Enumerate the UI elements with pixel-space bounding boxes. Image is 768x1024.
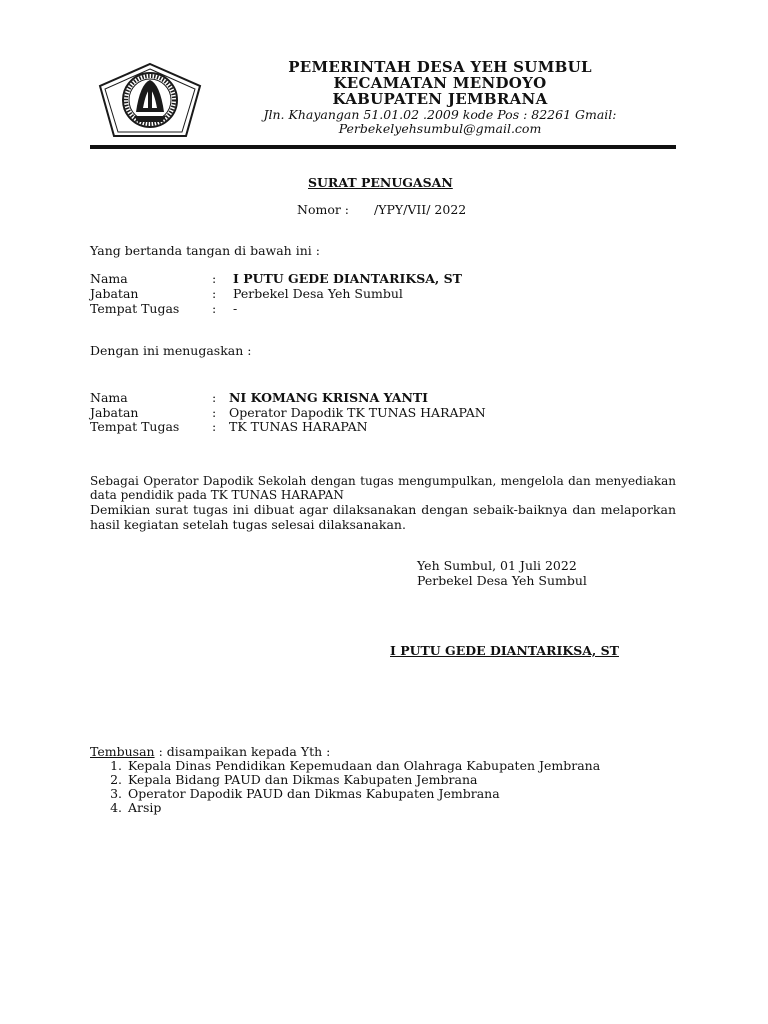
header-gov-line: PEMERINTAH DESA YEH SUMBUL bbox=[288, 58, 592, 76]
colon: : bbox=[212, 390, 217, 405]
signer-place-label: Tempat Tugas bbox=[90, 301, 180, 316]
header-address: Jln. Khayangan 51.01.02 .2009 kode Pos : 82261 Gmail: bbox=[263, 107, 617, 122]
cc-label: Tembusan bbox=[90, 744, 155, 759]
assignee-name-value: NI KOMANG KRISNA YANTI bbox=[229, 390, 429, 405]
cc-suffix: : disampaikan kepada Yth : bbox=[154, 744, 331, 759]
body-paragraph: Sebagai Operator Dapodik Sekolah dengan tugas mengumpulkan, mengelola dan menyediakan data pendidik pada TK TUNAS HARAPAN bbox=[90, 474, 676, 502]
signer-title: Perbekel Desa Yeh Sumbul bbox=[417, 573, 587, 588]
list-item: 2. Kepala Bidang PAUD dan Dikmas Kabupaten Jembrana bbox=[126, 773, 600, 787]
assignee-place-value: TK TUNAS HARAPAN bbox=[229, 419, 368, 434]
signer-position-label: Jabatan bbox=[90, 286, 139, 301]
cc-list bbox=[106, 759, 600, 815]
colon: : bbox=[212, 405, 217, 420]
assignee-position-value: Operator Dapodik TK TUNAS HARAPAN bbox=[229, 405, 486, 420]
place-date: Yeh Sumbul, 01 Juli 2022 bbox=[417, 558, 577, 573]
list-item: 4. Arsip bbox=[126, 801, 600, 815]
assignee-place-label: Tempat Tugas bbox=[90, 419, 180, 434]
letter-title: SURAT PENUGASAN bbox=[308, 175, 453, 190]
list-item: 3. Operator Dapodik PAUD dan Dikmas Kabupaten Jembrana bbox=[126, 787, 600, 801]
letterhead-divider bbox=[90, 145, 676, 149]
colon: : bbox=[212, 301, 217, 316]
number-value: /YPY/VII/ 2022 bbox=[374, 202, 467, 217]
list-item: 1. Kepala Dinas Pendidikan Kepemudaan dan Olahraga Kabupaten Jembrana bbox=[126, 759, 600, 773]
header-district-line: KECAMATAN MENDOYO bbox=[333, 74, 547, 92]
colon: : bbox=[212, 271, 217, 286]
village-emblem-icon bbox=[96, 62, 204, 140]
header-regency-line: KABUPATEN JEMBRANA bbox=[332, 90, 548, 108]
closing-paragraph: Demikian surat tugas ini dibuat agar dilaksanakan dengan sebaik-baiknya dan melaporkan hasil kegiatan setelah tugas selesai dilaksanakan. bbox=[90, 502, 676, 532]
header-email: Perbekelyehsumbul@gmail.com bbox=[338, 121, 542, 136]
assignee-name-label: Nama bbox=[90, 390, 128, 405]
signer-position-value: Perbekel Desa Yeh Sumbul bbox=[233, 286, 403, 301]
number-label: Nomor : bbox=[297, 202, 350, 217]
intro-text: Yang bertanda tangan di bawah ini : bbox=[90, 243, 320, 258]
assign-intro: Dengan ini menugaskan : bbox=[90, 343, 252, 358]
assignee-position-label: Jabatan bbox=[90, 405, 139, 420]
signer-name-label: Nama bbox=[90, 271, 128, 286]
signer-name-value: I PUTU GEDE DIANTARIKSA, ST bbox=[233, 271, 462, 286]
colon: : bbox=[212, 286, 217, 301]
signature-name: I PUTU GEDE DIANTARIKSA, ST bbox=[390, 643, 619, 658]
cc-heading bbox=[90, 744, 330, 759]
signer-place-value: - bbox=[233, 301, 238, 316]
colon: : bbox=[212, 419, 217, 434]
